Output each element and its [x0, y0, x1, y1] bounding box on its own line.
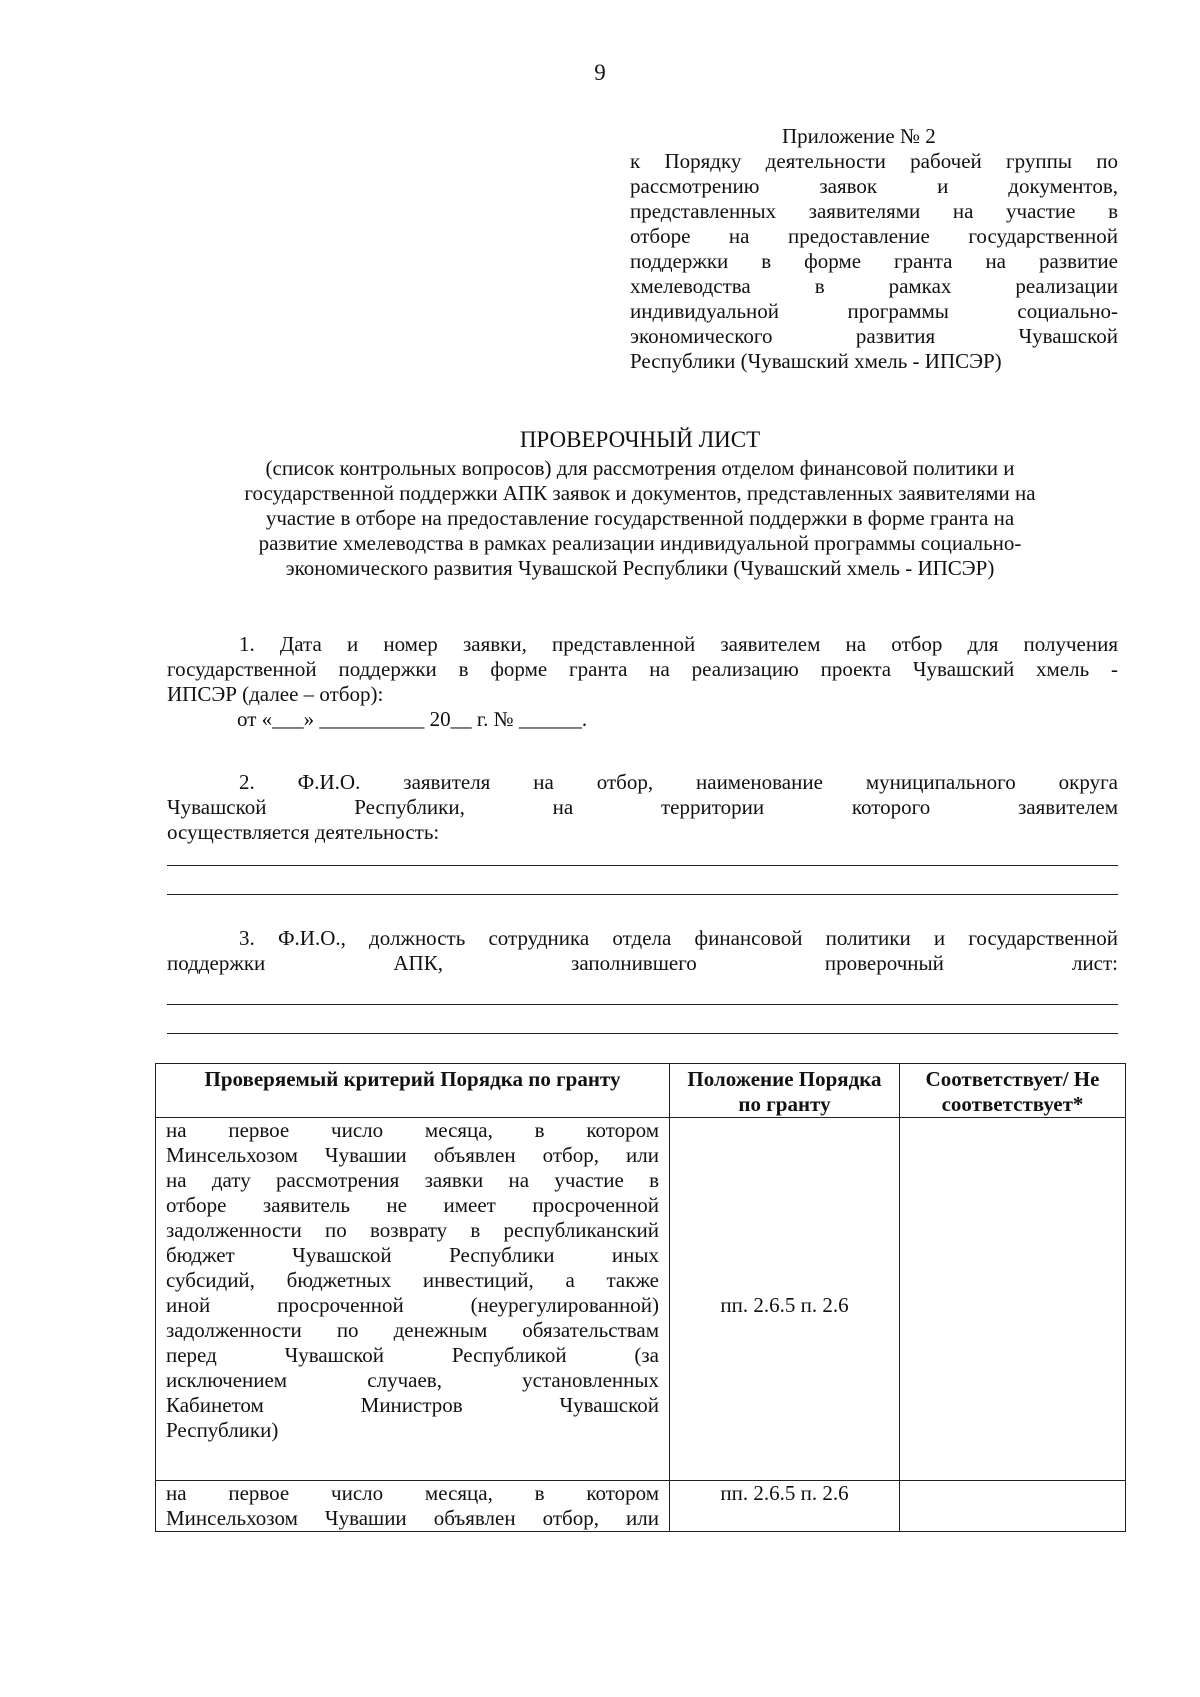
criterion-line: отборе заявитель не имеет просроченной: [166, 1193, 659, 1217]
header-criterion: Проверяемый критерий Порядка по гранту: [156, 1064, 670, 1118]
table-row: [156, 1481, 1126, 1532]
criterion-line: на первое число месяца, в котором: [166, 1481, 659, 1505]
heading-line: экономического развития Чувашской Республики (Чувашский хмель - ИПСЭР): [285, 556, 995, 580]
criterion-line: Минсельхозом Чувашии объявлен отбор, или: [166, 1143, 659, 1167]
position-cell: пп. 2.6.5 п. 2.6: [670, 1118, 900, 1481]
appendix-line: к Порядку деятельности рабочей группы по: [630, 149, 1118, 173]
criterion-line: исключением случаев, установленных: [166, 1368, 659, 1392]
criterion-line: бюджет Чувашской Республики иных: [166, 1243, 659, 1267]
criterion-line: задолженности по денежным обязательствам: [166, 1318, 659, 1342]
section-3: [167, 926, 1118, 976]
appendix-block: [630, 124, 1118, 374]
document-title: ПРОВЕРОЧНЫЙ ЛИСТ: [519, 427, 761, 452]
appendix-line: Республики (Чувашский хмель - ИПСЭР): [630, 349, 1002, 373]
appendix-line: поддержки в форме гранта на развитие: [630, 249, 1118, 273]
appendix-line: хмелеводства в рамках реализации: [630, 274, 1118, 298]
section-1: [167, 632, 1118, 732]
heading-line: (список контрольных вопросов) для рассмотрения отделом финансовой политики и: [265, 456, 1015, 480]
section-2: [167, 770, 1118, 845]
heading-line: государственной поддержки АПК заявок и документов, представленных заявителями на: [244, 481, 1036, 505]
header-compliance: Соответствует/ Не соответствует*: [900, 1064, 1126, 1118]
criterion-line: на первое число месяца, в котором: [166, 1118, 659, 1142]
section-1-line: государственной поддержки в форме гранта на реализацию проекта Чувашский хмель -: [167, 657, 1118, 681]
section-2-line: 2. Ф.И.О. заявителя на отбор, наименование муниципального округа: [239, 770, 1118, 794]
criteria-table: [155, 1063, 1126, 1532]
appendix-line: отборе на предоставление государственной: [630, 224, 1118, 248]
section-1-line: 1. Дата и номер заявки, представленной заявителем на отбор для получения: [239, 632, 1118, 656]
appendix-line: рассмотрению заявок и документов,: [630, 174, 1118, 198]
heading-line: участие в отборе на предоставление государственной поддержки в форме гранта на: [265, 506, 1015, 530]
section-3-line: 3. Ф.И.О., должность сотрудника отдела финансовой политики и государственной: [239, 926, 1118, 950]
compliance-cell[interactable]: [900, 1118, 1126, 1481]
section-3-line: поддержки АПК, заполнившего проверочный лист:: [167, 951, 1118, 975]
criterion-line: задолженности по возврату в республиканский: [166, 1218, 659, 1242]
page-number: 9: [594, 60, 606, 85]
appendix-title: Приложение № 2: [782, 124, 936, 148]
compliance-cell[interactable]: [900, 1481, 1126, 1532]
section-1-line: ИПСЭР (далее – отбор):: [167, 682, 384, 706]
fill-in-line: [167, 865, 1118, 866]
appendix-line: представленных заявителями на участие в: [630, 199, 1118, 223]
heading-line: развитие хмелеводства в рамках реализации индивидуальной программы социально-: [258, 531, 1022, 555]
table-row: [156, 1118, 1126, 1481]
criterion-line: на дату рассмотрения заявки на участие в: [166, 1168, 659, 1192]
criterion-cell: [156, 1481, 670, 1532]
position-cell: пп. 2.6.5 п. 2.6: [670, 1481, 900, 1532]
section-2-line: Чувашской Республики, на территории которого заявителем: [167, 795, 1118, 819]
criterion-line: Минсельхозом Чувашии объявлен отбор, или: [166, 1506, 659, 1530]
fill-in-line: [167, 1004, 1118, 1005]
section-2-line: осуществляется деятельность:: [167, 820, 440, 844]
criterion-line: перед Чувашской Республикой (за: [166, 1343, 659, 1367]
criterion-line: Кабинетом Министров Чувашской: [166, 1393, 659, 1417]
criterion-line: субсидий, бюджетных инвестиций, а также: [166, 1268, 659, 1292]
fill-in-line: [167, 1033, 1118, 1034]
document-heading: [170, 427, 1110, 581]
header-position: Положение Порядка по гранту: [670, 1064, 900, 1118]
appendix-line: экономического развития Чувашской: [630, 324, 1118, 348]
fill-in-line: [167, 894, 1118, 895]
criterion-line: иной просроченной (неурегулированной): [166, 1293, 659, 1317]
criterion-cell: [156, 1118, 670, 1481]
appendix-line: индивидуальной программы социально-: [630, 299, 1118, 323]
criterion-line: Республики): [166, 1418, 279, 1442]
table-header-row: [156, 1064, 1126, 1118]
application-date-line: от «___» __________ 20__ г. № ______.: [237, 707, 588, 731]
